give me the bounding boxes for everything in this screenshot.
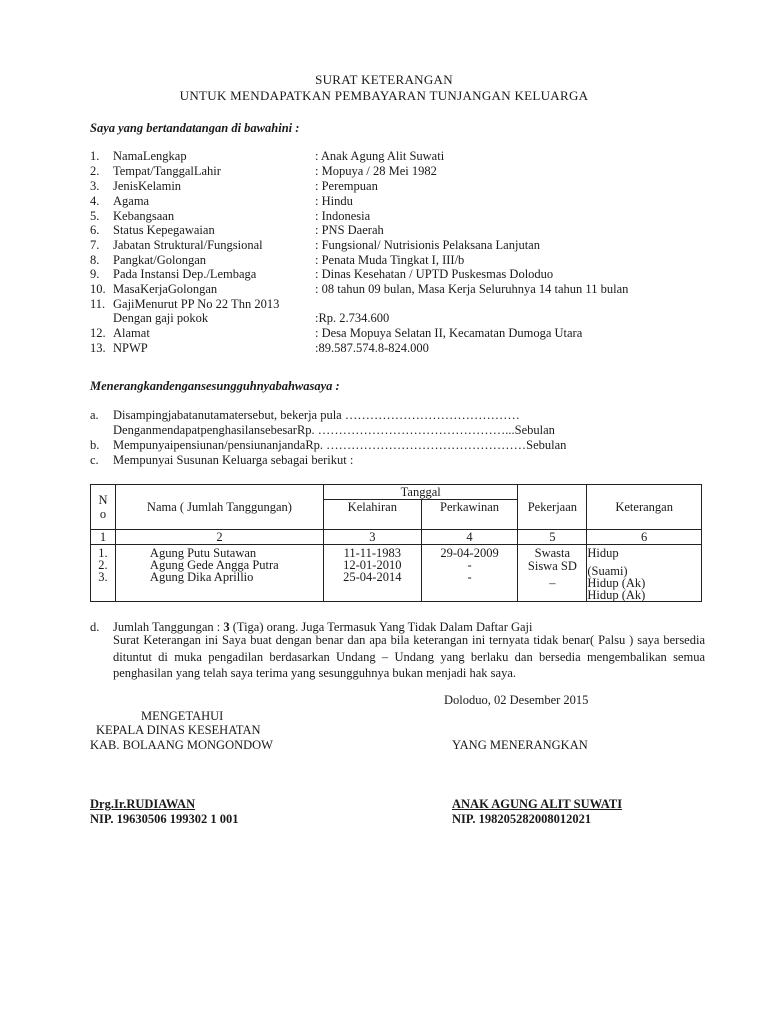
row-no: 2. [98,558,108,572]
item-number: 4. [90,194,100,208]
member-note: (Suami) [587,564,628,578]
signature-left-line1: MENGETAHUI [141,709,224,723]
member-job: Swasta [534,546,571,560]
member-note: Hidup (Ak) [587,588,646,602]
birth-date: 12-01-2010 [343,558,402,572]
member-name: Agung Gede Angga Putra [149,558,279,572]
dependents-pre: Jumlah Tanggungan : [113,620,224,634]
item-number: 13. [90,341,106,355]
dependents-post: (Tiga) orang. Juga Termasuk Yang Tidak Dalam Daftar Gaji [229,620,533,634]
item-number: 6. [90,223,100,237]
birth-date: 25-04-2014 [343,570,402,584]
item-number: 3. [90,179,100,193]
item-label: Pada Instansi Dep./Lembaga [113,267,257,281]
member-note: Hidup (Ak) [587,576,646,590]
declaration-a-line2: DenganmendapatpenghasilansebesarRp. ………………………………………...Sebulan [113,423,555,437]
header-keterangan: Keterangan [587,485,702,530]
member-name: Agung Dika Aprillio [149,570,254,584]
item-number: 1. [90,149,100,163]
column-number: 2 [115,530,323,545]
item-marker: b. [90,438,100,452]
signature-right-nip: NIP. 198205282008012021 [452,812,592,826]
item-value: : 08 tahun 09 bulan, Masa Kerja Seluruhnya 14 tahun 11 bulan [315,282,629,296]
family-table [90,484,702,602]
column-number: 1 [91,530,116,545]
item-marker: c. [90,453,99,467]
birth-date: 11-11-1983 [343,546,402,560]
marriage-date: 29-04-2009 [440,546,499,560]
header-name: Nama ( Jumlah Tanggungan) [115,485,323,530]
item-label: Pangkat/Golongan [113,253,207,267]
declaration-a-line1: Disampingjabatanutamatersebut, bekerja pula …………………………………… [113,408,520,422]
item-number: 9. [90,267,100,281]
member-job: – [549,576,556,590]
item-label: Agama [113,194,150,208]
item-value: : Hindu [315,194,353,208]
signature-left-line2: KEPALA DINAS KESEHATAN [96,723,261,737]
row-no: 1. [98,546,108,560]
item-number: 7. [90,238,100,252]
document-subtitle: UNTUK MENDAPATKAN PEMBAYARAN TUNJANGAN KELUARGA [179,88,589,103]
document-title: SURAT KETERANGAN [315,72,453,87]
member-name: Agung Putu Sutawan [149,546,257,560]
intro-text: Saya yang bertandatangan di bawahini : [90,121,300,135]
item-value: :Rp. 2.734.600 [315,311,390,325]
header-pekerjaan: Pekerjaan [518,485,587,530]
item-label: JenisKelamin [113,179,182,193]
dependents-count: 3 [223,620,230,634]
signature-right-name: ANAK AGUNG ALIT SUWATI [452,797,623,811]
item-value: : Perempuan [315,179,378,193]
item-value: : Penata Muda Tingkat I, III/b [315,253,465,267]
header-no: N o [91,485,116,530]
column-number: 3 [323,530,421,545]
item-value: :89.587.574.8-824.000 [315,341,429,355]
item-label: Dengan gaji pokok [113,311,209,325]
item-number: 11. [90,297,106,311]
declaration-c-line: Mempunyai Susunan Keluarga sebagai berikut : [113,453,354,467]
table-row [91,545,702,602]
signature-left-name: Drg.Ir.RUDIAWAN [90,797,196,811]
column-number: 5 [518,530,587,545]
marriage-date: - [467,570,472,584]
item-value: : Desa Mopuya Selatan II, Kecamatan Dumoga Utara [315,326,583,340]
item-marker: d. [90,620,100,634]
item-number: 12. [90,326,106,340]
member-note: Hidup [587,546,619,560]
item-label: Tempat/TanggalLahir [113,164,221,178]
item-value: : PNS Daerah [315,223,384,237]
item-marker: a. [90,408,99,422]
declaration-heading: Menerangkandengansesungguhnyabahwasaya : [90,379,340,393]
item-label: GajiMenurut PP No 22 Thn 2013 [113,297,280,311]
item-label: MasaKerjaGolongan [113,282,218,296]
signature-left-nip: NIP. 19630506 199302 1 001 [90,812,239,826]
signature-left-line3: KAB. BOLAANG MONGONDOW [90,738,273,752]
item-number: 2. [90,164,100,178]
item-label: NPWP [113,341,148,355]
item-label: Status Kepegawaian [113,223,215,237]
declaration-b-line: Mempunyaipensiunan/pensiunanjandaRp. …………………………………………Sebulan [113,438,567,452]
item-value: : Fungsional/ Nutrisionis Pelaksana Lanjutan [315,238,540,252]
row-no: 3. [98,570,108,584]
header-tanggal: Tanggal [323,485,517,500]
item-label: Jabatan Struktural/Fungsional [113,238,263,252]
item-value: : Anak Agung Alit Suwati [315,149,445,163]
column-number: 6 [587,530,702,545]
statement-paragraph: Surat Keterangan ini Saya buat dengan benar dan apa bila keterangan ini ternyata tidak benar( Palsu ) saya bersedia dituntut di muka pengadilan berdasarkan Undang – Undang yang berlaku dan bersedia mengembalikan semua penghasilan yang telah saya terima yang sesungguhnya bukan menjadi hak saya. [113,633,705,680]
item-label: NamaLengkap [113,149,187,163]
member-job: Siswa SD [527,559,577,573]
place-date: Doloduo, 02 Desember 2015 [444,693,589,707]
header-perkawinan: Perkawinan [421,500,518,530]
item-label: Alamat [113,326,150,340]
marriage-date: - [467,558,472,572]
header-kelahiran: Kelahiran [323,500,421,530]
signature-right-line1: YANG MENERANGKAN [452,738,588,752]
item-number: 8. [90,253,100,267]
item-number: 10. [90,282,106,296]
item-value: : Mopuya / 28 Mei 1982 [315,164,437,178]
item-value: : Dinas Kesehatan / UPTD Puskesmas Doloduo [315,267,554,281]
item-value: : Indonesia [315,209,371,223]
column-number: 4 [421,530,518,545]
item-number: 5. [90,209,100,223]
item-label: Kebangsaan [113,209,175,223]
